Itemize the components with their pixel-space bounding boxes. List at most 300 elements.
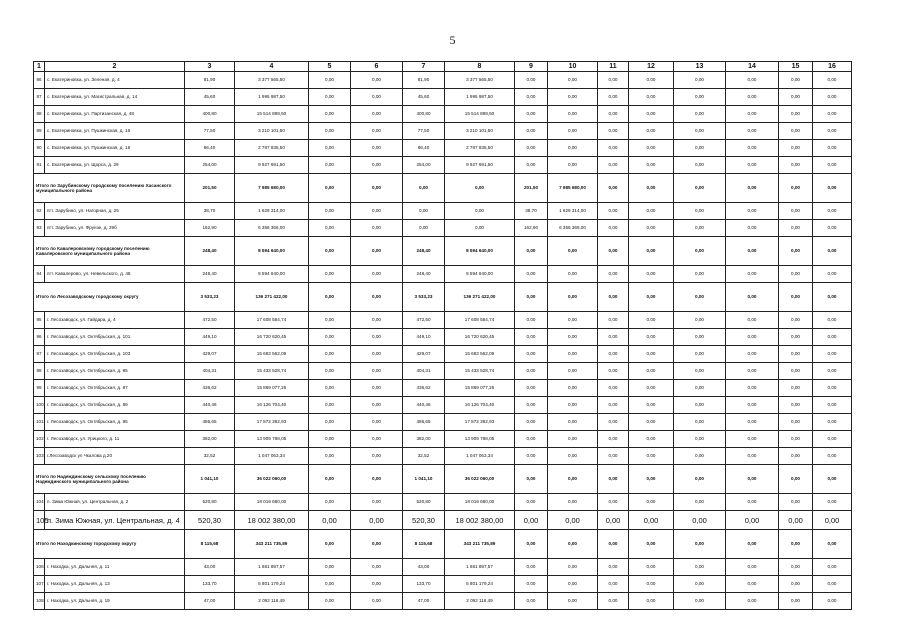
value-cell: 47,00	[185, 593, 235, 610]
value-cell: 0,00	[629, 559, 674, 576]
value-cell: 5 801 179,24	[445, 576, 515, 593]
value-cell: 0,00	[779, 559, 813, 576]
value-cell: 0,00	[309, 576, 351, 593]
value-cell: 254,00	[403, 157, 445, 174]
value-cell: 0,00	[548, 397, 598, 414]
value-cell: 136 271 422,00	[235, 283, 309, 312]
value-cell: 0,00	[351, 237, 403, 266]
value-cell: 0,00	[515, 448, 548, 465]
value-cell: 0,00	[726, 397, 779, 414]
row-number: 91	[34, 157, 45, 174]
value-cell: 0,00	[598, 123, 629, 140]
value-cell: 429,07	[403, 346, 445, 363]
table-row	[34, 346, 852, 363]
table-row	[34, 494, 852, 511]
header-cell: 7	[403, 62, 445, 72]
value-cell: 0,00	[674, 431, 726, 448]
value-cell: 0,00	[351, 312, 403, 329]
row-number: 90	[34, 140, 45, 157]
value-cell: 0,00	[629, 593, 674, 610]
value-cell: 0,00	[779, 511, 813, 530]
value-cell: 486,65	[403, 414, 445, 431]
address-cell: г. Лесозаводск, ул. Октябрьская, д. 95	[45, 414, 185, 431]
value-cell: 0,00	[309, 329, 351, 346]
value-cell: 0,00	[674, 380, 726, 397]
value-cell: 0,00	[629, 106, 674, 123]
value-cell: 0,00	[629, 266, 674, 283]
value-cell: 18 002 380,00	[445, 511, 515, 530]
value-cell: 0,00	[548, 414, 598, 431]
value-cell: 0,00	[629, 576, 674, 593]
value-cell: 404,31	[403, 363, 445, 380]
value-cell: 0,00	[515, 511, 548, 530]
address-cell: с. Екатериновка, ул. Партизанская, д. 48	[45, 106, 185, 123]
row-number: 106	[34, 559, 45, 576]
value-cell: 0,00	[779, 465, 813, 494]
value-cell: 0,00	[674, 494, 726, 511]
value-cell: 47,00	[403, 593, 445, 610]
value-cell: 0,00	[309, 559, 351, 576]
header-cell: 10	[548, 62, 598, 72]
value-cell: 248,40	[403, 266, 445, 283]
value-cell: 0,00	[515, 363, 548, 380]
table-row	[34, 89, 852, 106]
table-row	[34, 363, 852, 380]
header-cell: 12	[629, 62, 674, 72]
value-cell: 133,70	[185, 576, 235, 593]
value-cell: 0,00	[779, 174, 813, 203]
value-cell: 0,00	[813, 72, 852, 89]
table-row	[34, 431, 852, 448]
value-cell: 0,00	[813, 380, 852, 397]
value-cell: 0,00	[629, 237, 674, 266]
value-cell: 0,00	[726, 89, 779, 106]
value-cell: 0,00	[598, 448, 629, 465]
value-cell: 382,00	[185, 431, 235, 448]
value-cell: 0,00	[813, 431, 852, 448]
value-cell: 0,00	[351, 576, 403, 593]
header-cell: 9	[515, 62, 548, 72]
value-cell: 449,10	[403, 329, 445, 346]
value-cell: 0,00	[674, 157, 726, 174]
header-cell: 2	[45, 62, 185, 72]
value-cell: 520,30	[403, 511, 445, 530]
value-cell: 0,00	[779, 266, 813, 283]
value-cell: 0,00	[813, 157, 852, 174]
value-cell: 0,00	[726, 220, 779, 237]
value-cell: 0,00	[548, 363, 598, 380]
value-cell: 0,00	[726, 329, 779, 346]
value-cell: 0,00	[779, 448, 813, 465]
value-cell: 0,00	[515, 283, 548, 312]
value-cell: 66,40	[403, 140, 445, 157]
row-number: 87	[34, 89, 45, 106]
address-cell: г. Лесозаводск, ул. Гайдара, д. 4	[45, 312, 185, 329]
value-cell: 0,00	[813, 220, 852, 237]
value-cell: 1 041,10	[185, 465, 235, 494]
value-cell: 6 356 366,00	[548, 220, 598, 237]
value-cell: 0,00	[674, 266, 726, 283]
value-cell: 0,00	[309, 465, 351, 494]
value-cell: 0,00	[674, 72, 726, 89]
value-cell: 45,60	[403, 89, 445, 106]
value-cell: 0,00	[726, 174, 779, 203]
value-cell: 0,00	[598, 106, 629, 123]
value-cell: 0,00	[674, 283, 726, 312]
value-cell: 0,00	[629, 465, 674, 494]
value-cell: 0,00	[813, 397, 852, 414]
value-cell: 16 720 620,45	[235, 329, 309, 346]
header-cell: 5	[309, 62, 351, 72]
address-cell: г. Лесозаводск, ул. Октябрьская, д. 89	[45, 397, 185, 414]
value-cell: 16 126 704,40	[235, 397, 309, 414]
value-cell: 343 211 735,89	[445, 530, 515, 559]
value-cell: 0,00	[598, 312, 629, 329]
table-row	[34, 576, 852, 593]
value-cell: 449,10	[185, 329, 235, 346]
value-cell: 0,00	[515, 123, 548, 140]
value-cell: 8 594 640,00	[235, 266, 309, 283]
value-cell: 1 681 897,57	[445, 559, 515, 576]
subtotal-label: Итого по Зарубинскому городскому поселению Хасанского муниципального района	[34, 174, 185, 203]
value-cell: 0,00	[598, 329, 629, 346]
value-cell: 0,00	[548, 266, 598, 283]
value-cell: 43,00	[403, 559, 445, 576]
value-cell: 201,50	[515, 174, 548, 203]
value-cell: 0,00	[779, 203, 813, 220]
value-cell: 32,52	[185, 448, 235, 465]
value-cell: 81,90	[185, 72, 235, 89]
value-cell: 0,00	[515, 380, 548, 397]
value-cell: 8 115,68	[403, 530, 445, 559]
value-cell: 8 594 640,00	[445, 266, 515, 283]
value-cell: 0,00	[629, 174, 674, 203]
value-cell: 0,00	[598, 511, 629, 530]
value-cell: 0,00	[351, 89, 403, 106]
value-cell: 0,00	[548, 283, 598, 312]
value-cell: 0,00	[629, 448, 674, 465]
value-cell: 0,00	[629, 157, 674, 174]
value-cell: 9 927 691,50	[235, 157, 309, 174]
value-cell: 0,00	[813, 312, 852, 329]
value-cell: 0,00	[548, 72, 598, 89]
value-cell: 0,00	[629, 414, 674, 431]
value-cell: 3 210 101,50	[235, 123, 309, 140]
value-cell: 3 210 101,50	[445, 123, 515, 140]
value-cell: 0,00	[726, 448, 779, 465]
value-cell: 0,00	[309, 174, 351, 203]
value-cell: 472,50	[403, 312, 445, 329]
value-cell: 0,00	[351, 363, 403, 380]
table-row	[34, 511, 852, 530]
value-cell: 0,00	[674, 511, 726, 530]
value-cell: 0,00	[629, 397, 674, 414]
value-cell: 0,00	[726, 266, 779, 283]
value-cell: 0,00	[548, 593, 598, 610]
value-cell: 8 115,68	[185, 530, 235, 559]
value-cell: 0,00	[309, 363, 351, 380]
address-cell: г. Лесозаводск, ул. Урицкого, д. 11	[45, 431, 185, 448]
value-cell: 81,90	[403, 72, 445, 89]
row-number: 107	[34, 576, 45, 593]
value-cell: 3 377 565,50	[235, 72, 309, 89]
value-cell: 0,00	[726, 511, 779, 530]
address-cell: пгт. Зарубино, ул. Нагорная, д. 25	[45, 203, 185, 220]
value-cell: 0,00	[598, 220, 629, 237]
value-cell: 0,00	[598, 530, 629, 559]
value-cell: 0,00	[779, 346, 813, 363]
value-cell: 0,00	[674, 593, 726, 610]
value-cell: 0,00	[674, 576, 726, 593]
table-row	[34, 220, 852, 237]
row-number: 100	[34, 397, 45, 414]
value-cell: 162,90	[185, 220, 235, 237]
address-cell: с. Екатериновка, ул. Пушкинская, д. 16	[45, 123, 185, 140]
value-cell: 38,70	[185, 203, 235, 220]
row-number: 93	[34, 220, 45, 237]
table-row	[34, 380, 852, 397]
value-cell: 0,00	[779, 89, 813, 106]
value-cell: 0,00	[515, 157, 548, 174]
value-cell: 0,00	[779, 414, 813, 431]
value-cell: 0,00	[515, 312, 548, 329]
value-cell: 0,00	[515, 237, 548, 266]
address-cell: с. Екатериновка, ул. Пушкинская, д. 18	[45, 140, 185, 157]
value-cell: 0,00	[515, 559, 548, 576]
value-cell: 0,00	[726, 576, 779, 593]
value-cell: 0,00	[309, 593, 351, 610]
value-cell: 1 995 987,50	[235, 89, 309, 106]
value-cell: 0,00	[309, 89, 351, 106]
value-cell: 0,00	[598, 203, 629, 220]
value-cell: 0,00	[351, 174, 403, 203]
value-cell: 0,00	[813, 106, 852, 123]
value-cell: 0,00	[779, 237, 813, 266]
row-number: 97	[34, 346, 45, 363]
value-cell: 0,00	[309, 283, 351, 312]
value-cell: 0,00	[309, 203, 351, 220]
table-row	[34, 448, 852, 465]
value-cell: 0,00	[351, 123, 403, 140]
value-cell: 0,00	[779, 380, 813, 397]
value-cell: 0,00	[813, 414, 852, 431]
value-cell: 0,00	[598, 559, 629, 576]
value-cell: 520,80	[403, 494, 445, 511]
value-cell: 0,00	[779, 140, 813, 157]
value-cell: 2 092 116,49	[445, 593, 515, 610]
value-cell: 1 629 314,00	[548, 203, 598, 220]
value-cell: 0,00	[779, 593, 813, 610]
value-cell: 0,00	[726, 140, 779, 157]
row-number: 96	[34, 329, 45, 346]
table-row	[34, 72, 852, 89]
header-cell: 8	[445, 62, 515, 72]
value-cell: 0,00	[629, 431, 674, 448]
value-cell: 15 433 528,74	[445, 363, 515, 380]
address-cell: г. Находка, ул. Дальняя, д. 19	[45, 593, 185, 610]
row-number: 101	[34, 414, 45, 431]
row-number: 86	[34, 72, 45, 89]
value-cell: 0,00	[351, 397, 403, 414]
value-cell: 32,52	[403, 448, 445, 465]
value-cell: 0,00	[515, 72, 548, 89]
value-cell: 0,00	[351, 72, 403, 89]
value-cell: 0,00	[548, 431, 598, 448]
row-number: 108	[34, 593, 45, 610]
row-number: 99	[34, 380, 45, 397]
value-cell: 0,00	[309, 346, 351, 363]
value-cell: 0,00	[629, 140, 674, 157]
value-cell: 0,00	[309, 380, 351, 397]
value-cell: 0,00	[351, 593, 403, 610]
value-cell: 0,00	[726, 123, 779, 140]
address-cell: с. Екатериновка, ул. Щорса, д. 29	[45, 157, 185, 174]
value-cell: 0,00	[548, 329, 598, 346]
value-cell: 0,00	[674, 559, 726, 576]
value-cell: 2 787 835,50	[235, 140, 309, 157]
row-number: 88	[34, 106, 45, 123]
value-cell: 0,00	[598, 576, 629, 593]
subtotal-label: Итого по Лесозаводскому городскому округу	[34, 283, 185, 312]
value-cell: 0,00	[779, 157, 813, 174]
value-cell: 6 356 366,00	[235, 220, 309, 237]
value-cell: 0,00	[598, 237, 629, 266]
value-cell: 0,00	[403, 174, 445, 203]
value-cell: 0,00	[726, 283, 779, 312]
subtotal-row	[34, 283, 852, 312]
value-cell: 0,00	[598, 414, 629, 431]
address-cell: г. Находка, ул. Дальняя, д. 11	[45, 559, 185, 576]
value-cell: 0,00	[515, 266, 548, 283]
header-cell: 4	[235, 62, 309, 72]
value-cell: 0,00	[779, 363, 813, 380]
value-cell: 0,00	[779, 530, 813, 559]
value-cell: 43,00	[185, 559, 235, 576]
value-cell: 0,00	[813, 593, 852, 610]
value-cell: 17 872 392,93	[445, 414, 515, 431]
row-number: 92	[34, 203, 45, 220]
value-cell: 15 683 562,09	[235, 346, 309, 363]
value-cell: 0,00	[813, 576, 852, 593]
value-cell: 440,46	[403, 397, 445, 414]
value-cell: 0,00	[351, 380, 403, 397]
value-cell: 0,00	[674, 237, 726, 266]
table-row	[34, 559, 852, 576]
value-cell: 201,50	[185, 174, 235, 203]
row-number: 95	[34, 312, 45, 329]
value-cell: 0,00	[629, 329, 674, 346]
value-cell: 0,00	[351, 559, 403, 576]
value-cell: 0,00	[674, 106, 726, 123]
value-cell: 0,00	[598, 72, 629, 89]
value-cell: 0,00	[674, 203, 726, 220]
value-cell: 0,00	[309, 140, 351, 157]
value-cell: 0,00	[548, 530, 598, 559]
value-cell: 0,00	[548, 511, 598, 530]
value-cell: 15 683 562,09	[445, 346, 515, 363]
value-cell: 0,00	[598, 346, 629, 363]
value-cell: 0,00	[726, 312, 779, 329]
value-cell: 66,40	[185, 140, 235, 157]
value-cell: 17 608 584,74	[235, 312, 309, 329]
value-cell: 404,31	[185, 363, 235, 380]
value-cell: 0,00	[515, 414, 548, 431]
value-cell: 0,00	[309, 414, 351, 431]
header-cell: 13	[674, 62, 726, 72]
value-cell: 16 126 704,40	[445, 397, 515, 414]
value-cell: 0,00	[548, 237, 598, 266]
value-cell: 0,00	[674, 397, 726, 414]
value-cell: 520,80	[185, 494, 235, 511]
value-cell: 0,00	[351, 530, 403, 559]
subtotal-label: Итого по Кавалеровскому городскому поселению Кавалеровского муниципального района	[34, 237, 185, 266]
value-cell: 8 594 640,00	[235, 237, 309, 266]
value-cell: 0,00	[726, 106, 779, 123]
address-cell: пгт. Зарубино, ул. Фрунзе, д. 29б	[45, 220, 185, 237]
value-cell: 0,00	[779, 576, 813, 593]
value-cell: 0,00	[445, 174, 515, 203]
header-cell: 11	[598, 62, 629, 72]
table-header-row	[34, 62, 852, 72]
value-cell: 38,70	[515, 203, 548, 220]
value-cell: 0,00	[403, 203, 445, 220]
value-cell: 0,00	[629, 312, 674, 329]
table-row	[34, 123, 852, 140]
value-cell: 0,00	[351, 511, 403, 530]
value-cell: 0,00	[515, 397, 548, 414]
value-cell: 429,07	[185, 346, 235, 363]
value-cell: 0,00	[629, 530, 674, 559]
value-cell: 16 720 620,45	[445, 329, 515, 346]
value-cell: 9 927 691,50	[445, 157, 515, 174]
address-cell: с. Екатериновка, ул. Магистральная, д. 14	[45, 89, 185, 106]
value-cell: 0,00	[515, 431, 548, 448]
value-cell: 0,00	[351, 494, 403, 511]
table-row	[34, 203, 852, 220]
value-cell: 0,00	[309, 431, 351, 448]
value-cell: 0,00	[779, 283, 813, 312]
value-cell: 0,00	[548, 89, 598, 106]
value-cell: 0,00	[351, 106, 403, 123]
value-cell: 15 514 899,50	[235, 106, 309, 123]
value-cell: 520,30	[185, 511, 235, 530]
value-cell: 15 433 528,74	[235, 363, 309, 380]
header-cell: 16	[813, 62, 852, 72]
value-cell: 0,00	[598, 465, 629, 494]
address-cell: г. Находка, ул. Дальняя, д. 13	[45, 576, 185, 593]
value-cell: 0,00	[726, 72, 779, 89]
value-cell: 0,00	[598, 494, 629, 511]
value-cell: 0,00	[674, 312, 726, 329]
value-cell: 0,00	[813, 465, 852, 494]
value-cell: 0,00	[515, 140, 548, 157]
value-cell: 0,00	[674, 89, 726, 106]
value-cell: 472,50	[185, 312, 235, 329]
value-cell: 17 608 584,74	[445, 312, 515, 329]
value-cell: 0,00	[629, 72, 674, 89]
value-cell: 0,00	[674, 140, 726, 157]
value-cell: 0,00	[629, 380, 674, 397]
value-cell: 0,00	[351, 431, 403, 448]
value-cell: 77,50	[185, 123, 235, 140]
value-cell: 0,00	[548, 346, 598, 363]
value-cell: 0,00	[351, 203, 403, 220]
value-cell: 0,00	[515, 89, 548, 106]
value-cell: 0,00	[598, 89, 629, 106]
value-cell: 400,80	[403, 106, 445, 123]
value-cell: 0,00	[779, 431, 813, 448]
value-cell: 15 514 899,50	[445, 106, 515, 123]
